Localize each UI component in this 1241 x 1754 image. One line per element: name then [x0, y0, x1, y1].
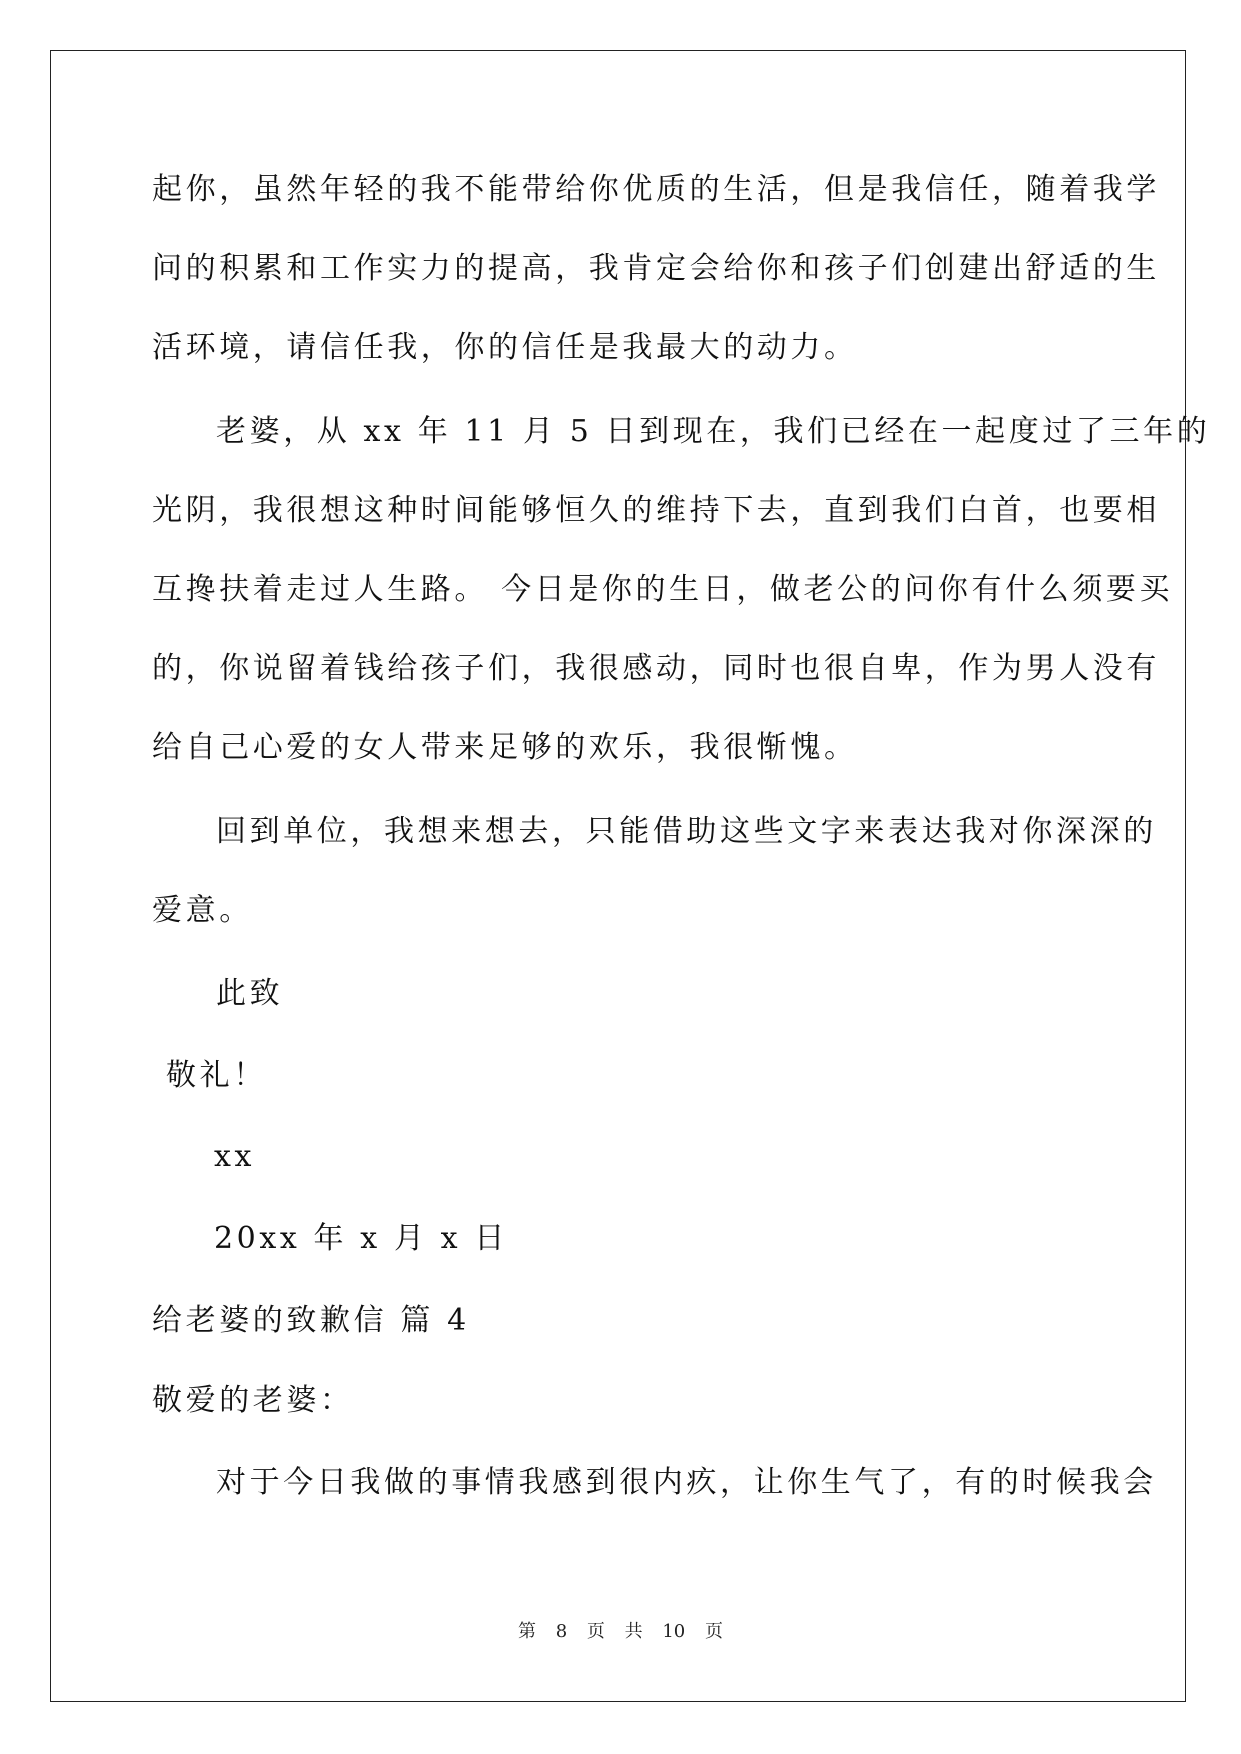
text-line: 回到单位，我想来想去，只能借助这些文字来表达我对你深深的 [216, 814, 1157, 849]
text-line: 爱意。 [152, 893, 253, 928]
signature-name: xx [214, 1139, 256, 1174]
text-line: 对于今日我做的事情我感到很内疚，让你生气了，有的时候我会 [216, 1465, 1157, 1500]
greeting: 敬爱的老婆： [152, 1383, 354, 1418]
text-line: 起你，虽然年轻的我不能带给你优质的生活，但是我信任，随着我学 [152, 172, 1160, 207]
signature-date: 20xx 年 x 月 x 日 [214, 1221, 508, 1256]
text-line: 互搀扶着走过人生路。 今日是你的生日，做老公的问你有什么须要买 [152, 572, 1174, 607]
text-line: 活环境，请信任我，你的信任是我最大的动力。 [152, 330, 858, 365]
text-line: 的，你说留着钱给孩子们，我很感动，同时也很自卑，作为男人没有 [152, 651, 1160, 686]
closing-regards: 敬礼！ [166, 1058, 267, 1093]
text-line: 问的积累和工作实力的提高，我肯定会给你和孩子们创建出舒适的生 [152, 251, 1160, 286]
section-title: 给老婆的致歉信 篇 4 [152, 1303, 470, 1338]
text-line: 光阴，我很想这种时间能够恒久的维持下去，直到我们白首，也要相 [152, 493, 1160, 528]
page-border [50, 50, 1186, 1702]
closing-salutation: 此致 [216, 976, 284, 1011]
text-line: 老婆，从 xx 年 11 月 5 日到现在，我们已经在一起度过了三年的 [216, 414, 1211, 449]
page-number: 第 8 页 共 10 页 [518, 1621, 723, 1642]
text-line: 给自己心爱的女人带来足够的欢乐，我很惭愧。 [152, 730, 858, 765]
